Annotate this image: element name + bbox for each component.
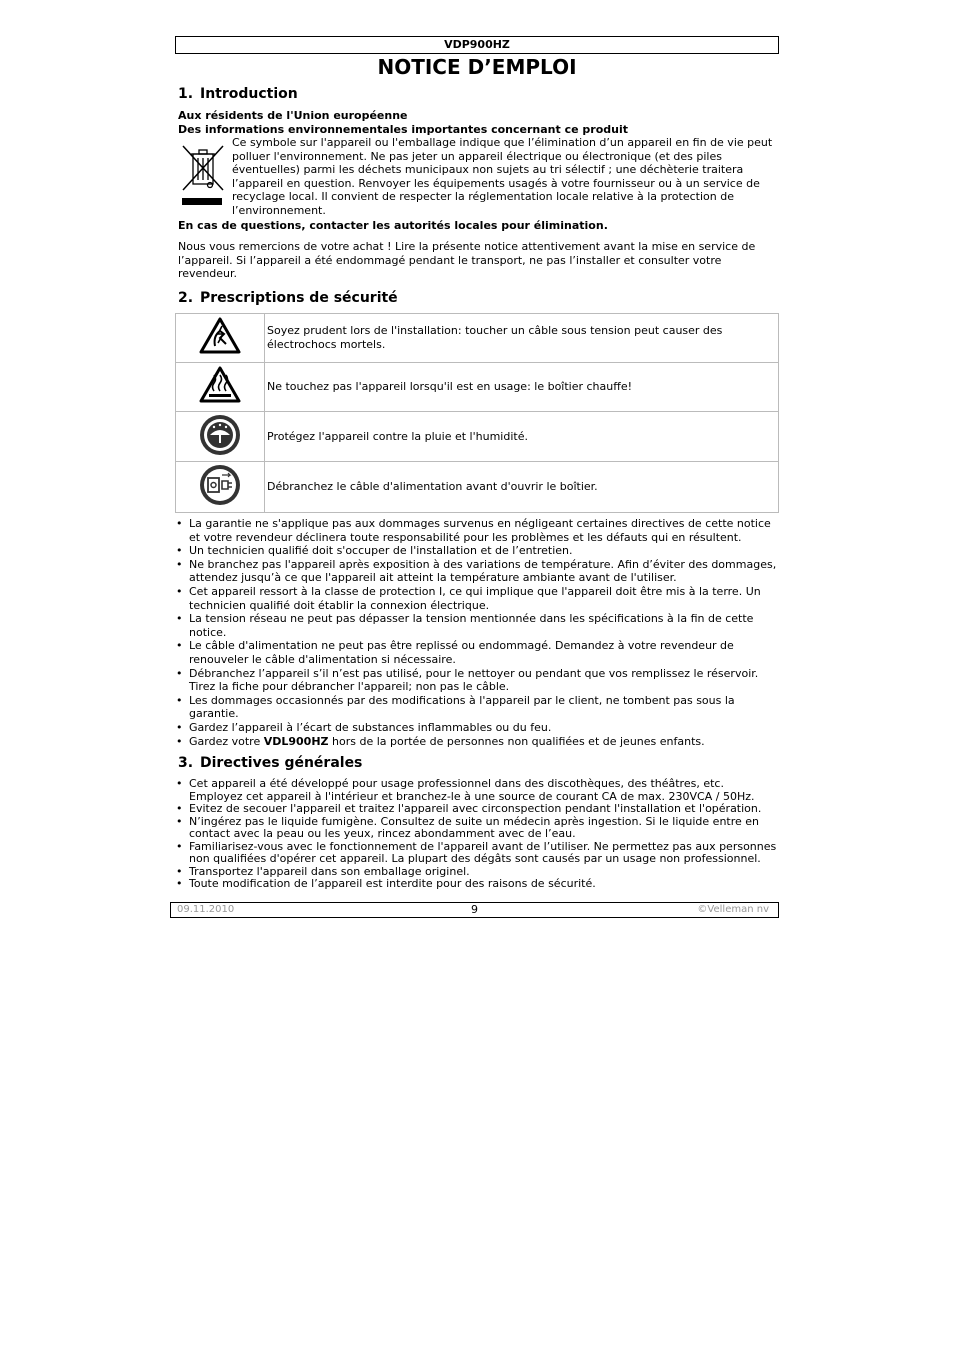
- footer-copyright: ©Velleman nv: [697, 904, 769, 915]
- section-heading-introduction: 1. Introduction: [178, 86, 298, 102]
- weee-description: Ce symbole sur l'appareil ou l'emballage indique que l’élimination d’un appareil en fin de vie peut polluer l'environnement. Ne pas jeter un appareil électrique ou électronique (et des piles éventuelles) parmi les déchets municipaux non sujets au tri sélectif ; une déchèterie traitera l’appareil en question. Renvoyer les équipements usagés à votre fournisseur ou à un service de recyclage local. Il convient de respecter la réglementation locale relative à la protection de l’environnement.: [232, 136, 773, 217]
- safety-text: Débranchez le câble d'alimentation avant d'ouvrir le boîtier.: [265, 462, 779, 513]
- list-item: • N’ingérez pas le liquide fumigène. Consultez de suite un médecin après ingestion. Si le liquide entre en contact avec la peau ou les yeux, rincez abondamment avec de l’eau.: [176, 816, 779, 841]
- list-item: • Débranchez l’appareil s’il n’est pas utilisé, pour le nettoyer ou pendant que vos remplissez le réservoir. Tirez la fiche pour débrancher l'appareil; non pas le câble.: [176, 667, 779, 694]
- thanks-paragraph: Nous vous remercions de votre achat ! Lire la présente notice attentivement avant la mise en service de l’appareil. Si l’appareil a été endommagé pendant le transport, ne pas l’installer et consulter votre revendeur.: [178, 240, 756, 281]
- keep-dry-icon: [176, 411, 265, 462]
- list-item: • Toute modification de l’appareil est interdite pour des raisons de sécurité.: [176, 878, 779, 891]
- safety-table: [175, 313, 779, 513]
- list-item: • La tension réseau ne peut pas dépasser la tension mentionnée dans les spécifications à la fin de cette notice.: [176, 612, 779, 639]
- list-item: • Gardez l’appareil à l’écart de substances inflammables ou du feu.: [176, 721, 779, 735]
- page-number: 9: [471, 903, 478, 916]
- section-heading-safety: 2. Prescriptions de sécurité: [178, 289, 398, 306]
- unplug-before-opening-icon: [176, 462, 265, 513]
- table-row: [176, 313, 779, 362]
- environment-info-label: Des informations environnementales importantes concernant ce produit: [178, 122, 628, 136]
- footer-date: 09.11.2010: [177, 904, 235, 915]
- safety-text: Ne touchez pas l'appareil lorsqu'il est en usage: le boîtier chauffe!: [265, 362, 779, 411]
- list-item: • Les dommages occasionnés par des modifications à l'appareil par le client, ne tombent pas sous la garantie.: [176, 694, 779, 721]
- document-title: NOTICE D’EMPLOI: [377, 55, 577, 79]
- table-row: [176, 362, 779, 411]
- safety-bullets: [175, 517, 779, 748]
- questions-note: En cas de questions, contacter les autorités locales pour élimination.: [178, 218, 608, 232]
- list-item: • Le câble d'alimentation ne peut pas être replissé ou endommagé. Demandez à votre revendeur de renouveler le câble d'alimentation si nécessaire.: [176, 639, 779, 666]
- model-name: VDL900HZ: [263, 734, 329, 748]
- crossed-out-bin-icon: [178, 136, 232, 218]
- section-heading-general: 3. Directives générales: [178, 755, 363, 772]
- manual-page: [175, 36, 779, 897]
- list-item: • Ne branchez pas l'appareil après exposition à des variations de température. Afin d’éviter des dommages, attendez jusqu’à ce que l'appareil ait atteint la température ambiante avant de l'utiliser.: [176, 558, 779, 585]
- eu-residents-label: Aux résidents de l'Union européenne: [178, 109, 408, 122]
- table-row: [176, 411, 779, 462]
- list-item: • Gardez votre VDL900HZ hors de la portée de personnes non qualifiées et de jeunes enfants.: [176, 735, 779, 749]
- model-header: VDP900HZ: [175, 36, 779, 54]
- safety-text: Soyez prudent lors de l'installation: toucher un câble sous tension peut causer des électrochocs mortels.: [265, 313, 779, 362]
- list-item: • Cet appareil ressort à la classe de protection I, ce qui implique que l'appareil doit être mis à la terre. Un technicien qualifié doit établir la connexion électrique.: [176, 585, 779, 612]
- safety-text: Protégez l'appareil contre la pluie et l'humidité.: [265, 411, 779, 462]
- list-item: • La garantie ne s'applique pas aux dommages survenus en négligeant certaines directives de cette notice et votre revendeur déclinera toute responsabilité pour les problèmes et les défauts qui en résultent.: [176, 517, 779, 544]
- list-item: • Familiarisez-vous avec le fonctionnement de l'appareil avant de l’utiliser. Ne permettez pas aux personnes non qualifiées d'opérer cet appareil. La plupart des dégâts sont causés par un usage non professionnel.: [176, 841, 779, 866]
- list-item: • Cet appareil a été développé pour usage professionnel dans des discothèques, des théâtres, etc. Employez cet appareil à l'intérieur et branchez-le à une source de courant CA de max. 230VCA / 50Hz.: [176, 778, 779, 803]
- table-row: [176, 462, 779, 513]
- list-item: • Evitez de secouer l'appareil et traitez l'appareil avec circonspection pendant l'installation et l'opération.: [176, 803, 779, 816]
- list-item: • Un technicien qualifié doit s'occuper de l'installation et de l’entretien.: [176, 544, 779, 558]
- weee-block: [178, 136, 779, 218]
- page-footer: [170, 902, 779, 918]
- hot-surface-warning-icon: [176, 362, 265, 411]
- electric-shock-warning-icon: [176, 313, 265, 362]
- list-item: • Transportez l'appareil dans son emballage originel.: [176, 866, 779, 879]
- general-bullets: [175, 778, 779, 891]
